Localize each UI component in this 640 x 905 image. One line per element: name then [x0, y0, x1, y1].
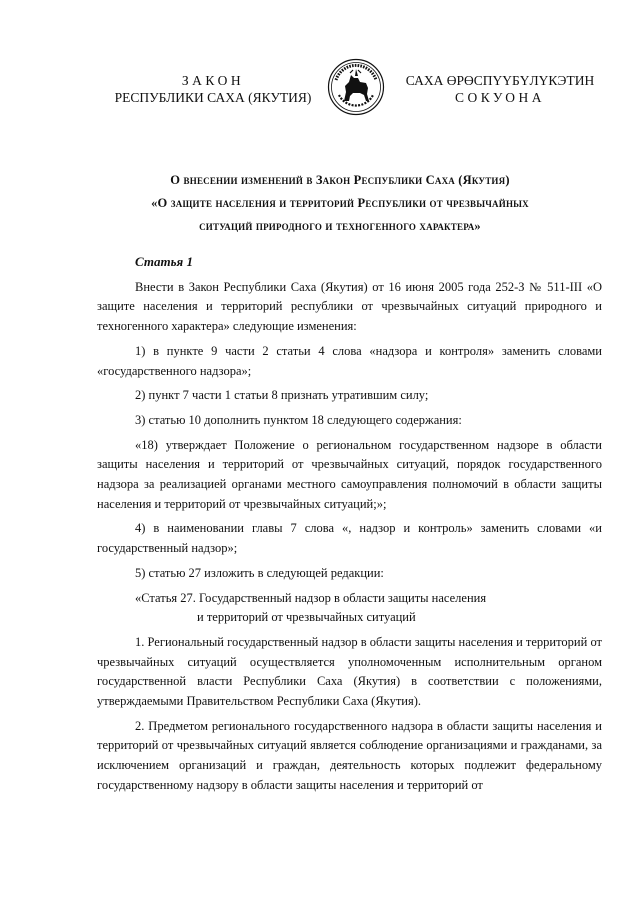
article-27-title-line1: «Статья 27. Государственный надзор в области защиты населения	[135, 590, 487, 605]
article-intro: Внести в Закон Республики Саха (Якутия) от 16 июня 2005 года 252-З № 511-III «О защите населения и территорий республики от чрезвычайных ситуаций природного и техногенного характера» следующие изменения:	[97, 279, 602, 334]
title-line3: ситуаций природного и техногенного характера»	[199, 219, 481, 233]
article-27-title-line2: и территорий от чрезвычайных ситуаций	[197, 610, 416, 625]
article-heading: Статья 1	[135, 254, 193, 269]
amendment-item-3-text: «18) утверждает Положение о региональном государственном надзоре в области защиты населения и территорий от чрезвычайных ситуаций, порядок государственного надзора за реализацией органами местного самоуправления полномочий в области защиты населения и территорий от чрезвычайных ситуаций;»;	[97, 437, 602, 511]
amendment-item-5: 5) статью 27 изложить в следующей редакции:	[135, 565, 384, 580]
document-title	[40, 169, 640, 238]
amendment-item-1: 1) в пункте 9 части 2 статьи 4 слова «надзора и контроля» заменить словами «государственного надзора»;	[97, 343, 602, 378]
header-left-block	[108, 72, 318, 106]
title-line1: О внесении изменений в Закон Республики Саха (Якутия)	[170, 173, 510, 187]
header-right-line2: СОКУОНА	[454, 90, 546, 105]
header-right-line1: САХА ӨРӨСПҮҮБҮЛҮКЭТИН	[405, 73, 595, 88]
article-27-paragraph-2: 2. Предметом регионального государственного надзора в области защиты населения и территорий от чрезвычайных ситуаций является соблюдение организациями и гражданами, за исключением организаций и граждан, деятельность которых подлежит федеральному государственному надзору в области защиты населения и территорий от	[97, 718, 602, 792]
amendment-item-4: 4) в наименовании главы 7 слова «, надзор и контроль» заменить словами «и государственный надзор»;	[97, 521, 602, 556]
header-right-block	[400, 72, 600, 106]
coat-of-arms-emblem-icon	[327, 58, 385, 116]
amendment-item-3: 3) статью 10 дополнить пунктом 18 следующего содержания:	[135, 412, 462, 427]
amendment-item-2: 2) пункт 7 части 1 статьи 8 признать утратившим силу;	[135, 388, 429, 403]
document-body	[97, 252, 602, 796]
header-left-line1: ЗАКОН	[181, 73, 245, 88]
header-left-line2: РЕСПУБЛИКИ САХА (ЯКУТИЯ)	[114, 90, 312, 105]
article-27-paragraph-1: 1. Региональный государственный надзор в области защиты населения и территорий от чрезвычайных ситуаций осуществляется уполномоченным исполнительным органом государственной власти Республики Саха (Якутия) в соответствии с положениями, утверждаемыми Правительством Республики Саха (Якутия).	[97, 634, 602, 709]
title-line2: «О защите населения и территорий Республики от чрезвычайных	[151, 196, 529, 210]
